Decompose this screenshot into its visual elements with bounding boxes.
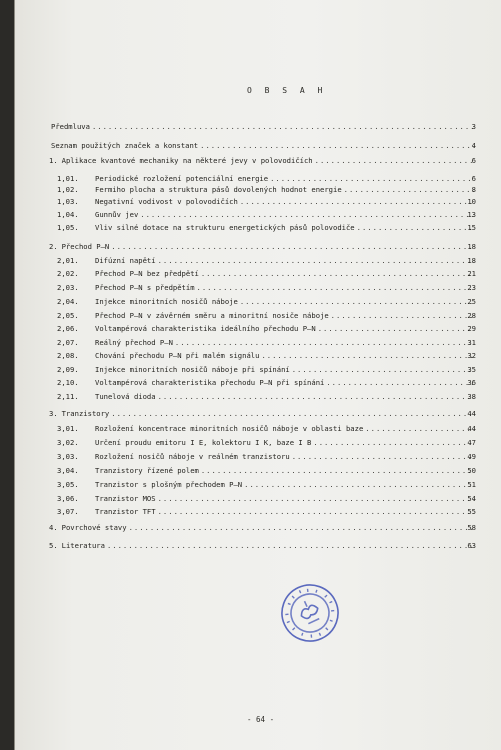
toc-row [51, 140, 476, 152]
toc-row [51, 377, 476, 389]
toc-label: Chování přechodu P–N při malém signálu [95, 351, 260, 360]
toc-page: 51 [467, 480, 476, 489]
dot-leader [158, 506, 474, 518]
toc-row [51, 506, 476, 518]
toc-number: 3,03. [57, 452, 79, 461]
toc-page: 44 [467, 424, 476, 433]
toc-number: 2,03. [57, 283, 79, 292]
toc-row [51, 196, 476, 208]
toc-number: 2,10. [57, 378, 79, 387]
toc-label: Seznam použitých značek a konstant [51, 141, 199, 150]
toc-number: 2,01. [57, 256, 79, 265]
toc-page: 47 [467, 438, 476, 447]
toc-row [51, 310, 476, 322]
dot-leader [107, 540, 474, 552]
toc-number: 3,05. [57, 480, 79, 489]
toc-page: 23 [467, 283, 476, 292]
toc-row [51, 222, 476, 234]
toc-page: 18 [467, 242, 476, 251]
toc-row [49, 408, 476, 420]
dot-leader [197, 282, 474, 294]
toc-page: 54 [467, 494, 476, 503]
dot-leader [92, 121, 474, 133]
toc-page: 10 [467, 197, 476, 206]
dot-leader [175, 337, 474, 349]
dot-leader [201, 268, 474, 280]
dot-leader [331, 310, 474, 322]
toc-label: Přechod P–N [61, 242, 110, 251]
toc-label: Aplikace kvantové mechaniky na některé jevy v polovodičích [61, 156, 313, 165]
toc-row [51, 296, 476, 308]
toc-label: Voltampérová charakteristika ideálního přechodu P–N [95, 324, 316, 333]
toc-page: 58 [467, 523, 476, 532]
toc-row [51, 479, 476, 491]
toc-page: 36 [467, 378, 476, 387]
toc-label: Difúzní napětí [95, 256, 156, 265]
toc-row [51, 493, 476, 505]
toc-page: 38 [467, 392, 476, 401]
toc-page: 55 [467, 507, 476, 516]
toc-row [51, 350, 476, 362]
toc-row [51, 121, 476, 133]
toc-label: Přechod P–N bez předpětí [95, 269, 199, 278]
toc-label: Reálný přechod P–N [95, 338, 173, 347]
toc-label: Tranzistor TFT [95, 507, 156, 516]
toc-label: Injekce minoritních nosičů náboje [95, 297, 238, 306]
toc-page: 49 [467, 452, 476, 461]
toc-number: 3,07. [57, 507, 79, 516]
toc-number: 1,04. [57, 210, 79, 219]
toc-row [51, 268, 476, 280]
toc-number: 2,02. [57, 269, 79, 278]
toc-number: 2,07. [57, 338, 79, 347]
dot-leader [315, 155, 474, 167]
dot-leader [111, 408, 474, 420]
toc-number: 1,01. [57, 174, 79, 183]
toc-number: 2,11. [57, 392, 79, 401]
toc-page: 29 [467, 324, 476, 333]
toc-label: Povrchové stavy [61, 523, 127, 532]
toc-number: 2,04. [57, 297, 79, 306]
toc-row [49, 540, 476, 552]
toc-row [51, 391, 476, 403]
toc-label: Rozložení koncentrace minoritních nosičů náboje v oblasti baze [95, 424, 364, 433]
toc-page: 44 [467, 409, 476, 418]
dot-leader [201, 465, 474, 477]
dot-leader [292, 451, 474, 463]
dot-leader [344, 184, 474, 196]
dot-leader [292, 364, 474, 376]
toc-number: 1,02. [57, 185, 79, 194]
toc-number: 2,05. [57, 311, 79, 320]
toc-page: 3 [471, 122, 476, 131]
toc-label: Tunelová dioda [95, 392, 156, 401]
toc-label: Přechod P–N v závěrném směru a minoritní nosiče náboje [95, 311, 329, 320]
toc-row [51, 255, 476, 267]
toc-page: 6 [471, 174, 476, 183]
toc-number: 2,09. [57, 365, 79, 374]
toc-row [51, 465, 476, 477]
toc-label: Předmluva [51, 122, 90, 131]
dot-leader [261, 350, 474, 362]
dot-leader [240, 296, 474, 308]
toc-number: 3,04. [57, 466, 79, 475]
toc-number: 3. [49, 409, 58, 418]
toc-page: 32 [467, 351, 476, 360]
toc-label: Tranzistory [61, 409, 110, 418]
toc-number: 1. [49, 156, 58, 165]
toc-label: Tranzistory řízené polem [95, 466, 199, 475]
toc-label: Tranzistor s plošným přechodem P–N [95, 480, 243, 489]
toc-page: 21 [467, 269, 476, 278]
toc-number: 1,03. [57, 197, 79, 206]
toc-label: Voltampérová charakteristika přechodu P–N při spínání [95, 378, 325, 387]
toc-page: 4 [471, 141, 476, 150]
toc-page: 63 [467, 541, 476, 550]
toc-row [49, 155, 476, 167]
toc-page: 25 [467, 297, 476, 306]
toc-page: 50 [467, 466, 476, 475]
toc-number: 5. [49, 541, 58, 550]
toc-label: Rozložení nosičů náboje v reálném tranzistoru [95, 452, 290, 461]
toc-number: 2,08. [57, 351, 79, 360]
dot-leader [200, 140, 474, 152]
toc-row [51, 209, 476, 221]
dot-leader [357, 222, 474, 234]
page-title: O B S A H [247, 86, 327, 95]
toc-page: 15 [467, 223, 476, 232]
toc-row [49, 522, 476, 534]
toc-row [51, 184, 476, 196]
dot-leader [140, 209, 474, 221]
toc-number: 2,06. [57, 324, 79, 333]
toc-row [51, 364, 476, 376]
dot-leader [111, 241, 474, 253]
toc-row [51, 282, 476, 294]
page-number: - 64 - [247, 715, 275, 724]
toc-row [51, 337, 476, 349]
toc-number: 3,06. [57, 494, 79, 503]
dot-leader [158, 391, 474, 403]
toc-label: Injekce minoritních nosičů náboje při spínání [95, 365, 290, 374]
toc-label: Periodické rozložení potenciální energie [95, 174, 269, 183]
toc-label: Vliv silné dotace na strukturu energetických pásů polovodiče [95, 223, 355, 232]
toc-row [51, 423, 476, 435]
dot-leader [240, 196, 474, 208]
table-of-contents [15, 0, 501, 750]
document-page [14, 0, 501, 750]
dot-leader [318, 323, 474, 335]
dot-leader [313, 437, 474, 449]
toc-page: 31 [467, 338, 476, 347]
toc-label: Fermiho plocha a struktura pásů dovolených hodnot energie [95, 185, 342, 194]
dot-leader [326, 377, 474, 389]
toc-label: Určení proudu emitoru I E, kolektoru I K, baze I B [95, 438, 312, 447]
toc-number: 3,02. [57, 438, 79, 447]
toc-label: Přechod P–N s předpětím [95, 283, 195, 292]
toc-row [49, 241, 476, 253]
toc-row [51, 451, 476, 463]
dot-leader [158, 493, 474, 505]
toc-label: Gunnův jev [95, 210, 139, 219]
toc-label: Tranzistor MOS [95, 494, 156, 503]
toc-label: Negativní vodivost v polovodičích [95, 197, 238, 206]
dot-leader [244, 479, 474, 491]
toc-page: 35 [467, 365, 476, 374]
toc-page: 8 [471, 185, 476, 194]
toc-page: 28 [467, 311, 476, 320]
toc-page: 18 [467, 256, 476, 265]
toc-row [51, 437, 476, 449]
toc-label: Literatura [61, 541, 105, 550]
dot-leader [129, 522, 474, 534]
toc-number: 3,01. [57, 424, 79, 433]
toc-number: 2. [49, 242, 58, 251]
toc-number: 4. [49, 523, 58, 532]
library-stamp [279, 582, 341, 644]
toc-number: 1,05. [57, 223, 79, 232]
dot-leader [158, 255, 474, 267]
toc-page: 13 [467, 210, 476, 219]
toc-row [51, 323, 476, 335]
toc-page: 6 [471, 156, 476, 165]
